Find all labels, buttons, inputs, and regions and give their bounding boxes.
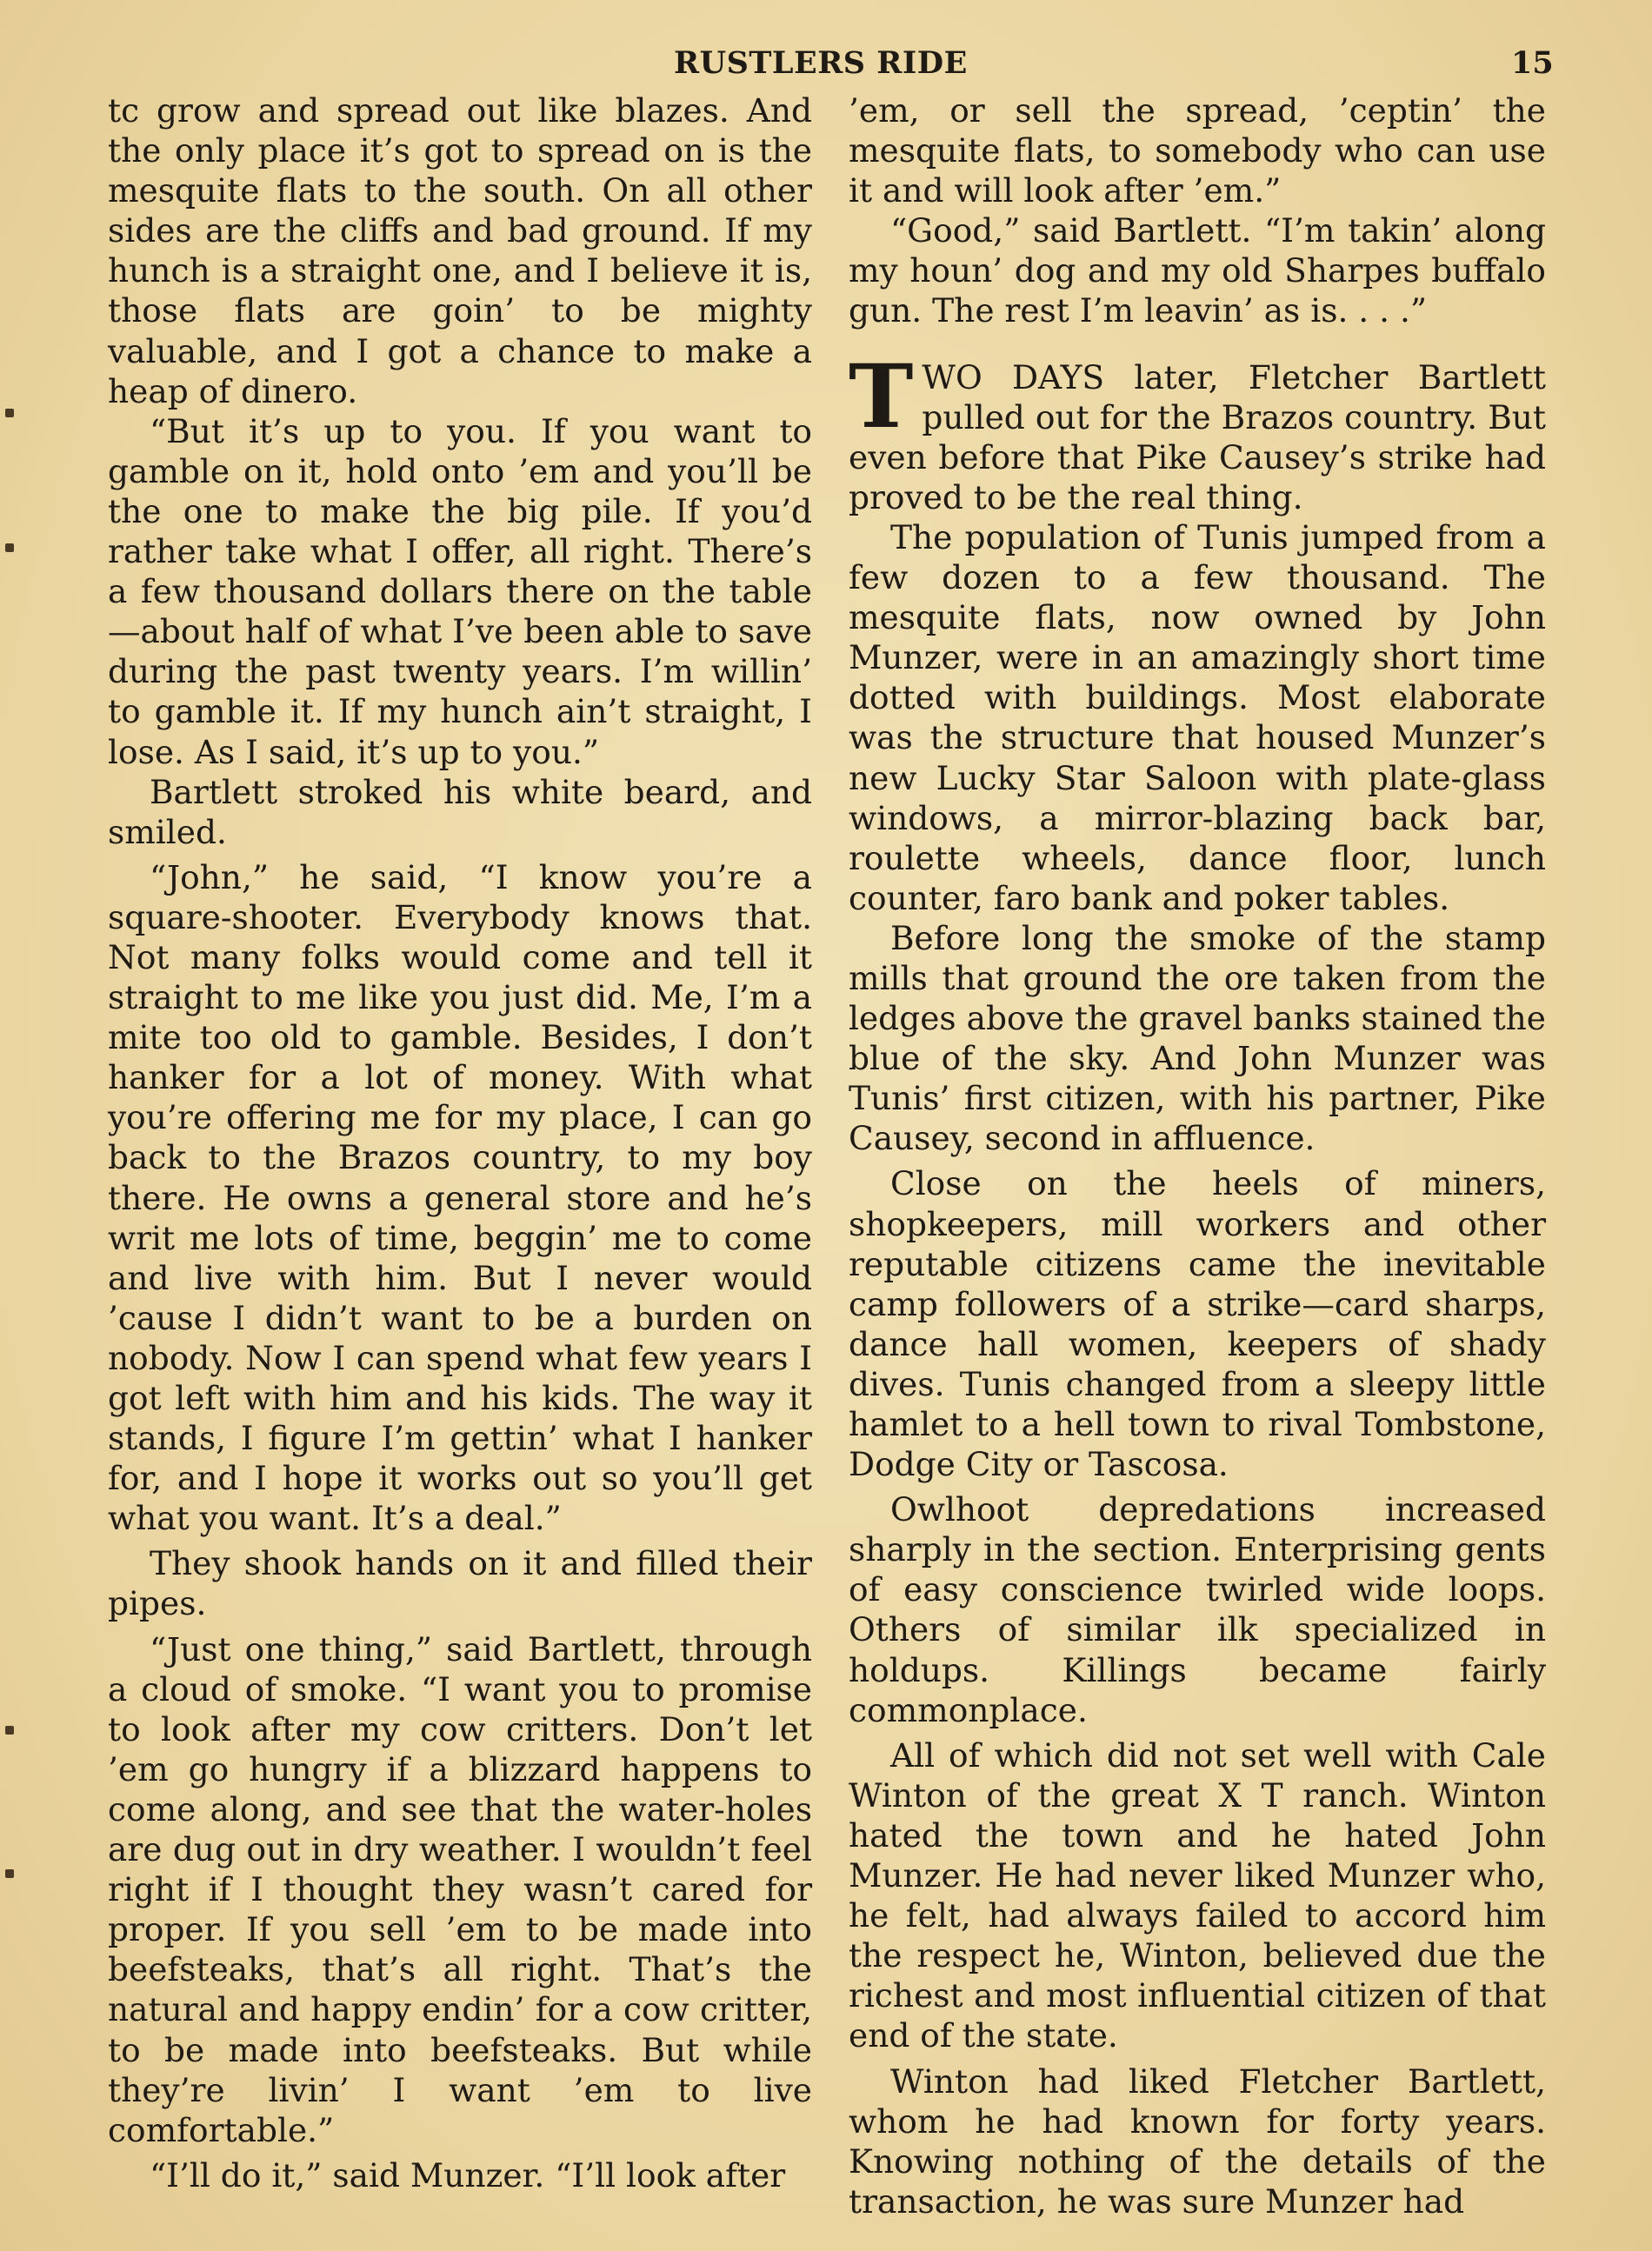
section-opening-text: WO DAYS later, Fletcher Bartlett pulled out for the Brazos country. But even before that Pike Causey’s strike had proved to be the real thing.	[849, 357, 1546, 516]
paragraph: “Good,” said Bartlett. “I’m takin’ along my houn’ dog and my old Sharpes buffalo gun. The rest I’m leavin’ as is. . . .”	[849, 211, 1546, 330]
paragraph: Close on the heels of miners, shopkeepers, mill workers and other reputable citizens came the inevitable camp followers of a strike—card sharps, dance hall women, keepers of shady dives. Tunis changed from a sleepy little hamlet to a hell town to rival Tombstone, Dodge City or Tascosa.	[849, 1164, 1546, 1484]
left-column	[108, 90, 812, 2195]
binding-mark	[5, 409, 14, 417]
paragraph: “But it’s up to you. If you want to gamble on it, hold onto ’em and you’ll be the one to make the big pile. If you’d rather take what I offer, all right. There’s a few thousand dollars there on the table —about half of what I’ve been able to save during the past twenty years. I’m willin’ to gamble it. If my hunch ain’t straight, I lose. As I said, it’s up to you.”	[108, 411, 812, 771]
paragraph: Owlhoot depredations increased sharply in the section. Enterprising gents of easy conscience twirled wide loops. Others of similar ilk specialized in holdups. Killings became fairly commonplace.	[849, 1490, 1546, 1729]
running-title: RUSTLERS RIDE	[674, 45, 968, 81]
paragraph: All of which did not set well with Cale Winton of the great X T ranch. Winton hated the town and he hated John Munzer. He had never liked Munzer who, he felt, had always failed to accord him the respect he, Winton, believed due the richest and most influential citizen of that end of the state.	[849, 1735, 1546, 2055]
paragraph: The population of Tunis jumped from a few dozen to a few thousand. The mesquite flats, now owned by John Munzer, were in an amazingly short time dotted with buildings. Most elaborate was the structure that housed Munzer’s new Lucky Star Saloon with plate-glass windows, a mirror-blazing back bar, roulette wheels, dance floor, lunch counter, faro bank and poker tables.	[849, 517, 1546, 917]
page-number: 15	[1511, 45, 1554, 81]
section-opening-paragraph	[849, 344, 1546, 517]
right-column	[849, 90, 1546, 2221]
paragraph: tc grow and spread out like blazes. And the only place it’s got to spread on is the mesquite flats to the south. On all other sides are the cliffs and bad ground. If my hunch is a straight one, and I believe it is, those flats are goin’ to be mighty valuable, and I got a chance to make a heap of dinero.	[108, 91, 812, 410]
binding-mark	[5, 543, 14, 552]
running-header	[0, 45, 1652, 89]
paragraph: Before long the smoke of the stamp mills that ground the ore taken from the ledges above the gravel banks stained the blue of the sky. And John Munzer was Tunis’ first citizen, with his partner, Pike Causey, second in affluence.	[849, 918, 1546, 1158]
binding-mark	[5, 1869, 14, 1878]
paragraph: “John,” he said, “I know you’re a square-shooter. Everybody knows that. Not many folks would come and tell it straight to me like you just did. Me, I’m a mite too old to gamble. Besides, I don’t hanker for a lot of money. With what you’re offering me for my place, I can go back to the Brazos country, to my boy there. He owns a general store and he’s writ me lots of time, beggin’ me to come and live with him. But I never would ’cause I didn’t want to be a burden on nobody. Now I can spend what few years I got left with him and his kids. The way it stands, I figure I’m gettin’ what I hanker for, and I hope it works out so you’ll get what you want. It’s a deal.”	[108, 857, 812, 1538]
paragraph: “I’ll do it,” said Munzer. “I’ll look after	[150, 2155, 786, 2194]
paragraph: They shook hands on it and filled their pipes.	[108, 1544, 812, 1623]
drop-cap: T	[849, 344, 914, 448]
paragraph: Bartlett stroked his white beard, and smiled.	[108, 772, 812, 851]
binding-mark	[5, 1726, 14, 1735]
paragraph: “Just one thing,” said Bartlett, through a cloud of smoke. “I want you to promise to look after my cow critters. Don’t let ’em go hungry if a blizzard happens to come along, and see that the water-holes are dug out in dry weather. I wouldn’t feel right if I thought they wasn’t cared for proper. If you sell ’em to be made into beefsteaks, that’s all right. That’s the natural and happy endin’ for a cow critter, to be made into beefsteaks. But while they’re livin’ I want ’em to live comfortable.”	[108, 1629, 812, 2149]
paragraph: Winton had liked Fletcher Bartlett, whom he had known for forty years. Knowing nothing of the details of the transaction, he was sure Munzer had	[849, 2061, 1546, 2221]
paragraph: ’em, or sell the spread, ’ceptin’ the mesquite flats, to somebody who can use it and will look after ’em.”	[849, 91, 1546, 210]
